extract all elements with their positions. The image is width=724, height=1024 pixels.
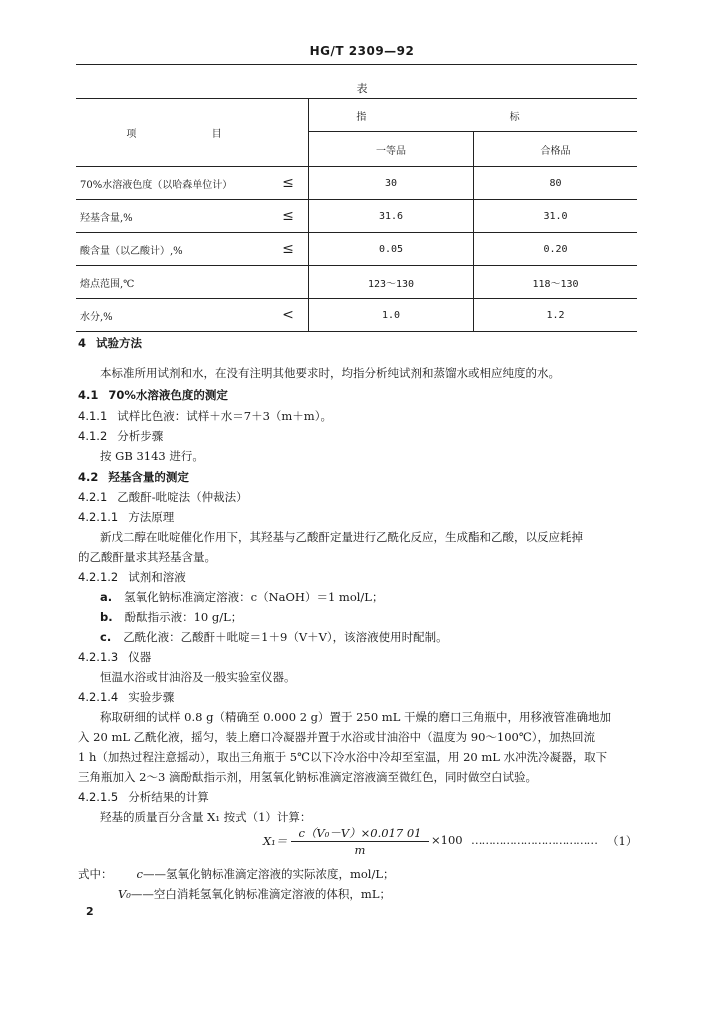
where-c <box>78 866 394 882</box>
formula-lhs: X₁＝ <box>263 834 288 848</box>
table-row <box>76 299 637 332</box>
col-header-grade-2: 合格品 <box>474 132 638 167</box>
paragraph-procedure-line-2: 入 20 mL 乙酰化液，摇匀，装上磨口冷凝器并置于水浴或甘油浴中（温度为 90～100℃），加热回流 <box>78 730 595 744</box>
section-title: 试剂和溶液 <box>128 570 186 584</box>
formula-leader-dots: ……………………………… <box>471 833 597 847</box>
table-row <box>76 233 637 266</box>
row-symbol: ≤ <box>268 167 309 200</box>
section-number: 4.2.1.5 <box>78 790 119 804</box>
row-item: 酸含量（以乙酸计）,% <box>76 233 268 266</box>
section-number: 4.2.1.3 <box>78 650 119 664</box>
section-4-2-1-1-heading <box>78 509 174 525</box>
reagent-b <box>100 609 242 625</box>
row-item: 水分,% <box>76 299 268 332</box>
row-grade-1: 1.0 <box>309 299 474 332</box>
fraction-bar <box>291 841 429 842</box>
section-number: 4 <box>78 336 87 350</box>
row-grade-2: 80 <box>474 167 638 200</box>
col-header-index: 指 标 <box>309 99 638 132</box>
table-row <box>76 200 637 233</box>
section-4-2-1-5-heading <box>78 789 209 805</box>
list-label: a. <box>100 590 113 604</box>
paragraph-principle-line-1: 新戊二醇在吡啶催化作用下，其羟基与乙酸酐定量进行乙酰化反应，生成酯和乙酸，以反应耗掉 <box>100 530 583 544</box>
formula-number: （1） <box>607 834 638 848</box>
reagent-c <box>100 629 448 645</box>
section-title: 分析结果的计算 <box>128 790 209 804</box>
row-grade-2: 31.0 <box>474 200 638 233</box>
section-4-2-1-3-heading <box>78 649 151 665</box>
section-4-2-1-3-text: 恒温水浴或甘油浴及一般实验室仪器。 <box>100 670 296 684</box>
row-symbol <box>268 266 309 299</box>
section-4-2-heading <box>78 469 189 485</box>
section-title: 分析步骤 <box>117 429 164 443</box>
section-4-1-2-text: 按 GB 3143 进行。 <box>100 449 204 463</box>
row-symbol: < <box>268 299 309 332</box>
section-4-1-heading <box>78 387 228 403</box>
row-grade-1: 31.6 <box>309 200 474 233</box>
row-item: 羟基含量,% <box>76 200 268 233</box>
section-title: 实验步骤 <box>128 690 175 704</box>
paragraph-procedure-line-3: 1 h（加热过程注意摇动），取出三角瓶于 5℃以下冷水浴中冷却至室温，用 20 mL 水冲洗冷凝器，取下 <box>78 750 608 764</box>
section-title: 乙酸酐-吡啶法（仲裁法） <box>117 490 248 504</box>
paragraph-principle-line-2: 的乙酸酐量求其羟基含量。 <box>78 550 216 564</box>
row-grade-2: 0.20 <box>474 233 638 266</box>
list-label: b. <box>100 610 113 624</box>
col-header-item: 项 目 <box>76 99 309 167</box>
list-text: 乙酰化液：乙酸酐＋吡啶＝1＋9（V＋V），该溶液使用时配制。 <box>123 630 448 644</box>
section-title: 仪器 <box>128 650 152 664</box>
section-4-2-1-4-heading <box>78 689 174 705</box>
section-4-1-2-heading <box>78 428 163 444</box>
section-title: 羟基含量的测定 <box>108 470 189 484</box>
page-number: 2 <box>86 905 94 918</box>
formula-1 <box>263 825 643 859</box>
where-v0 <box>118 886 391 902</box>
row-grade-2: 118～130 <box>474 266 638 299</box>
section-number: 4.2.1 <box>78 490 108 504</box>
row-grade-1: 123～130 <box>309 266 474 299</box>
col-header-grade-1: 一等品 <box>309 132 474 167</box>
section-4-2-1-2-heading <box>78 569 186 585</box>
paragraph-intro: 本标准所用试剂和水，在没有注明其他要求时，均指分析纯试剂和蒸馏水或相应纯度的水。 <box>100 366 560 380</box>
paragraph-procedure-line-4: 三角瓶加入 2～3 滴酚酞指示剂，用氢氧化钠标准滴定溶液滴至微红色，同时做空白试验。 <box>78 770 537 784</box>
section-number: 4.1.1 <box>78 409 108 423</box>
list-label: c. <box>100 630 112 644</box>
section-4-2-1-heading <box>78 489 248 505</box>
reagent-a <box>100 589 383 605</box>
symbol-c: c <box>136 867 143 881</box>
section-4-1-1 <box>78 408 332 424</box>
table-header-row <box>76 99 637 132</box>
section-text: 试样比色液：试样＋水＝7＋3（m＋m）。 <box>117 409 332 423</box>
section-number: 4.2 <box>78 470 99 484</box>
standard-number-header: HG/T 2309—92 <box>309 44 415 58</box>
table-row <box>76 266 637 299</box>
paragraph-procedure-line-1: 称取研细的试样 0.8 g（精确至 0.000 2 g）置于 250 mL 干燥的磨口三角瓶中，用移液管准确地加 <box>100 710 611 724</box>
symbol-v0-description: ——空白消耗氢氧化钠标准滴定溶液的体积，mL； <box>130 887 391 901</box>
section-number: 4.1 <box>78 388 99 402</box>
row-grade-1: 30 <box>309 167 474 200</box>
symbol-c-description: ——氢氧化钠标准滴定溶液的实际浓度，mol/L； <box>142 867 395 881</box>
spec-table <box>76 98 637 332</box>
table-row <box>76 167 637 200</box>
row-symbol: ≤ <box>268 200 309 233</box>
row-item: 70%水溶液色度（以哈森单位计） <box>76 167 268 200</box>
header-rule <box>76 64 637 65</box>
symbol-v0: V₀ <box>118 887 131 901</box>
section-title: 试验方法 <box>96 336 143 350</box>
section-number: 4.2.1.2 <box>78 570 119 584</box>
row-symbol: ≤ <box>268 233 309 266</box>
section-title: 方法原理 <box>128 510 175 524</box>
list-text: 氢氧化钠标准滴定溶液：c（NaOH）＝1 mol/L； <box>124 590 384 604</box>
section-4-heading <box>78 335 142 351</box>
section-number: 4.2.1.1 <box>78 510 119 524</box>
section-number: 4.1.2 <box>78 429 108 443</box>
list-text: 酚酞指示液：10 g/L； <box>124 610 243 624</box>
section-title: 70%水溶液色度的测定 <box>108 388 228 402</box>
formula-denominator: m <box>354 843 366 857</box>
paragraph-calculation: 羟基的质量百分含量 X₁ 按式（1）计算： <box>100 810 312 824</box>
where-label: 式中： <box>78 867 113 881</box>
row-grade-2: 1.2 <box>474 299 638 332</box>
row-grade-1: 0.05 <box>309 233 474 266</box>
table-title: 表 <box>356 82 368 95</box>
row-item: 熔点范围,℃ <box>76 266 268 299</box>
section-number: 4.2.1.4 <box>78 690 119 704</box>
formula-multiplier: ×100 <box>431 833 463 847</box>
formula-numerator: c（V₀－V）×0.017 01 <box>298 826 422 840</box>
